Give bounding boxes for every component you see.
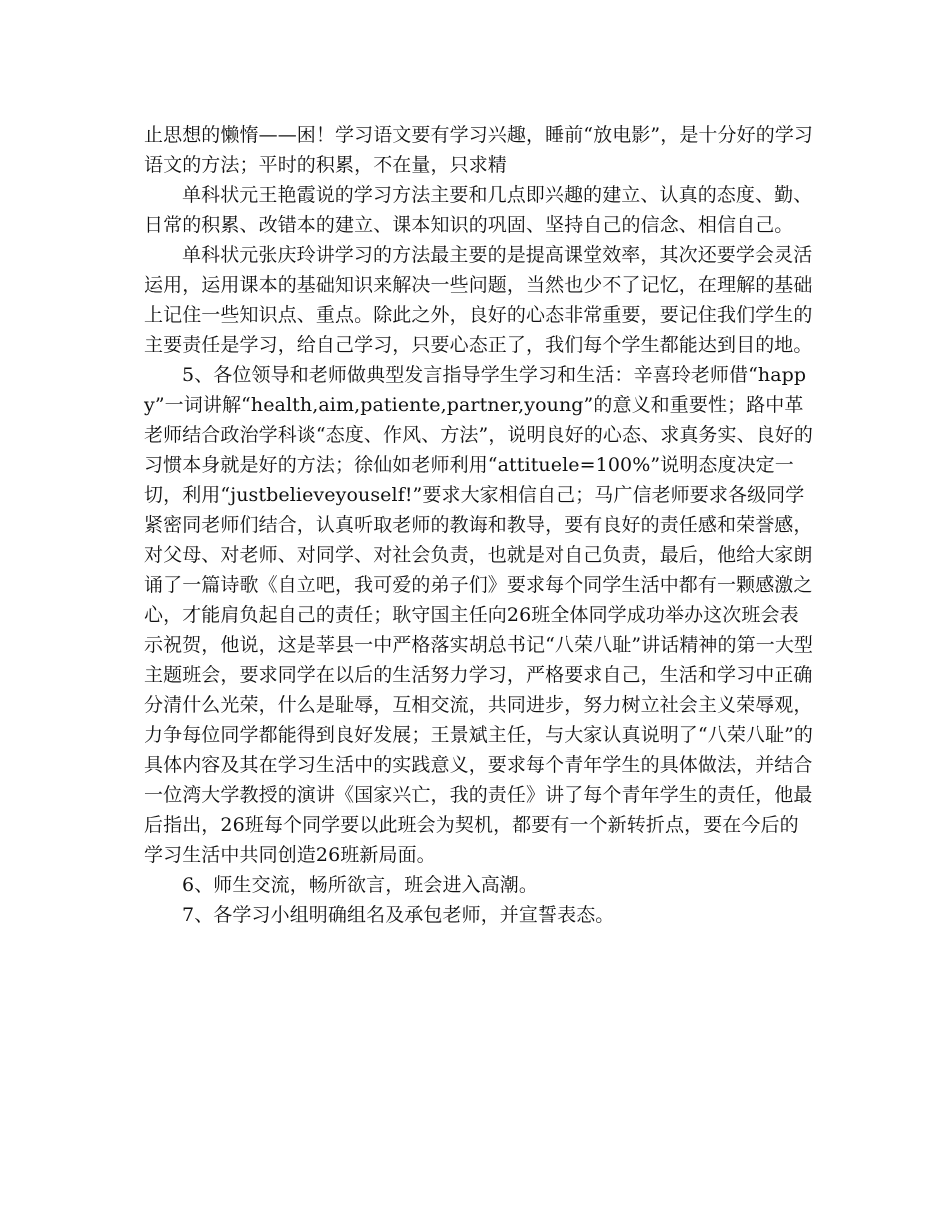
paragraph-wang-yanxia: 单科状元王艳霞说的学习方法主要和几点即兴趣的建立、认真的态度、勤、日常的积累、改错本的建立、课本知识的巩固、坚持自己的信念、相信自己。 [144,184,813,236]
paragraph-continuation: 止思想的懒惰——困！学习语文要有学习兴趣，睡前“放电影”，是十分好的学习语文的方法；平时的积累，不在量，只求精 [144,124,814,176]
paragraph-item-6: 6、师生交流，畅所欲言，班会进入高潮。 [182,874,538,896]
paragraph-item-7: 7、各学习小组明确组名及承包老师，并宣誓表态。 [182,904,615,926]
paragraph-zhang-qingling: 单科状元张庆玲讲学习的方法最主要的是提高课堂效率，其次还要学会灵活运用，运用课本的基础知识来解决一些问题，当然也少不了记忆，在理解的基础上记住一些知识点、重点。除此之外，良好的心态非常重要，要记住我们学生的主要责任是学习，给自己学习，只要心态正了，我们每个学生都能达到目的地。 [144,244,813,356]
document-body [144,120,816,930]
paragraph-item-5: 5、各位领导和老师做典型发言指导学生学习和生活：辛喜玲老师借“happy”一词讲解“health,aim,patiente,partner,young”的意义和重要性；路中革老师结合政治学科谈“态度、作风、方法”，说明良好的心态、求真务实、良好的习惯本身就是好的方法；徐仙如老师利用“attituele=100%”说明态度决定一切，利用“justbelieveyouself!”要求大家相信自己；马广信老师要求各级同学紧密同老师们结合，认真听取老师的教诲和教导，要有良好的责任感和荣誉感，对父母、对老师、对同学、对社会负责，也就是对自己负责，最后，他给大家朗诵了一篇诗歌《自立吧，我可爱的弟子们》要求每个同学生活中都有一颗感激之心，才能肩负起自己的责任；耿守国主任向26班全体同学成功举办这次班会表示祝贺，他说，这是莘县一中严格落实胡总书记“八荣八耻”讲话精神的第一大型主题班会，要求同学在以后的生活努力学习，严格要求自己，生活和学习中正确分清什么光荣，什么是耻辱，互相交流，共同进步，努力树立社会主义荣辱观，力争每位同学都能得到良好发展；王景斌主任，与大家认真说明了“八荣八耻”的具体内容及其在学习生活中的实践意义，要求每个青年学生的具体做法，并结合一位湾大学教授的演讲《国家兴亡，我的责任》讲了每个青年学生的责任，他最后指出，26班每个同学要以此班会为契机，都要有一个新转折点，要在今后的学习生活中共同创造26班新局面。 [144,364,814,866]
